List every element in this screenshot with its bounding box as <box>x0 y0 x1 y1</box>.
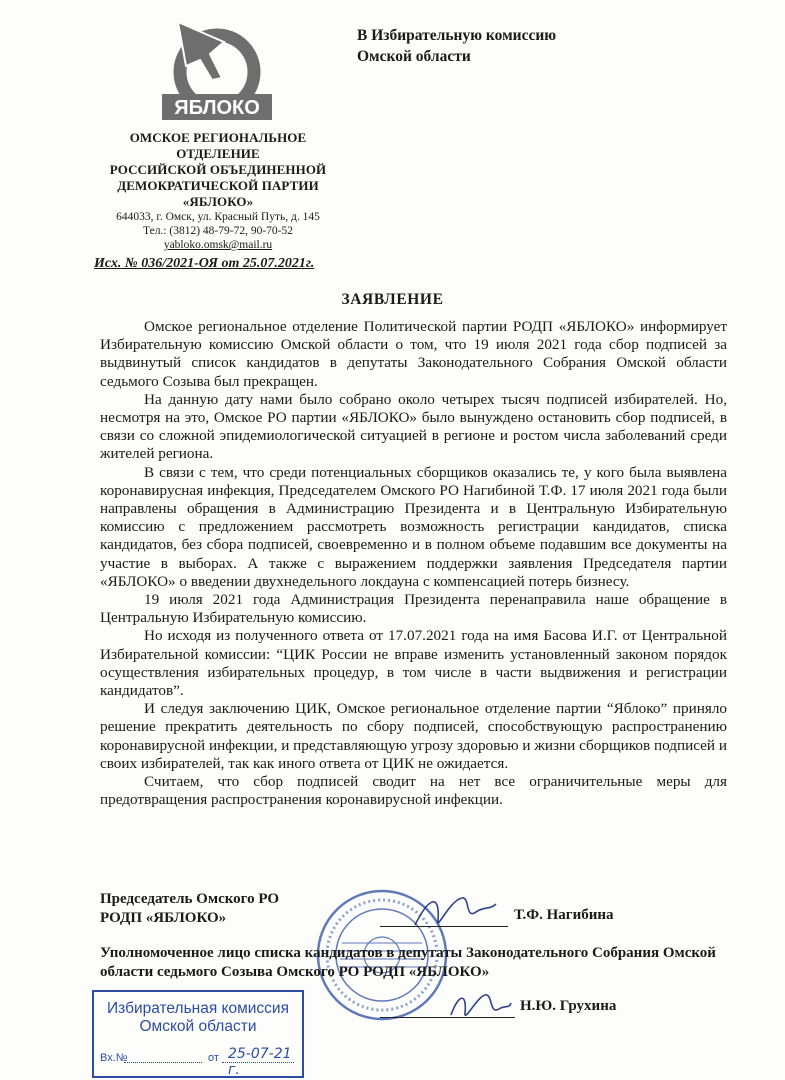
signature-scribble <box>445 985 515 1025</box>
chairman-line1: Председатель Омского РО <box>100 891 280 907</box>
stamp-date-label: от <box>208 1052 219 1064</box>
paragraph: 19 июля 2021 года Администрация Президента перенаправила наше обращение в Центральную Избирательную комиссию. <box>100 591 727 627</box>
paragraph: Но исходя из полученного ответа от 17.07.2021 года на имя Басова И.Г. от Центральной Избирательной комиссии: “ЦИК России не вправе изменить установленный законом порядок осуществления избирательных процедур, в том числе в части выдвижения и регистрации кандидатов”. <box>100 627 727 700</box>
yabloko-logo <box>162 20 272 130</box>
org-line: ДЕМОКРАТИЧЕСКОЙ ПАРТИИ <box>117 178 319 193</box>
org-line: РОССИЙСКОЙ ОБЪЕДИНЕННОЙ <box>109 162 327 177</box>
chairman-line2: РОДП «ЯБЛОКО» <box>100 910 227 926</box>
recipient-block <box>357 25 556 67</box>
document-title: ЗАЯВЛЕНИЕ <box>341 291 444 308</box>
org-line: «ЯБЛОКО» <box>182 194 254 209</box>
org-line: ОТДЕЛЕНИЕ <box>176 146 260 161</box>
logo-text: ЯБЛОКО <box>174 97 260 119</box>
incoming-registration-stamp <box>92 990 304 1078</box>
recipient-line1: В Избирательную комиссию <box>357 27 557 44</box>
stamp-line2: Омской области <box>139 1018 257 1035</box>
paragraph: На данную дату нами было собрано около четырех тысяч подписей избирателей. Но, несмотря на это, Омское РО партии «ЯБЛОКО» было вынуждено остановить сбор подписей, в связи со сложной эпидемиологической ситуацией в регионе и ростом числа заболеваний среди жителей региона. <box>100 390 727 463</box>
signature-scribble <box>410 890 500 935</box>
paragraph: В связи с тем, что среди потенциальных сборщиков оказались те, у кого была выявлена коронавирусная инфекция, Председателем Омского РО Нагибиной Т.Ф. 17 июля 2021 года были направлены обращения в Администрацию Президента и в Центральную Избирательную комиссию с предложением рассмотреть возможность регистрации кандидатов, списка кандидатов, без сбора подписей, своевременно и в полном объеме подавшим все документы на участие в выборах. А также с выражением поддержки заявления Председателя партии «ЯБЛОКО» о введении двухнедельного локдауна с компенсацией потерь бизнесу. <box>100 463 727 590</box>
stamp-incoming-no-label: Вх.№ <box>100 1052 128 1064</box>
statement-body <box>100 318 727 809</box>
paragraph: Считаем, что сбор подписей сводит на нет все ограничительные меры для предотвращения распространения коронавирусной инфекции. <box>100 773 727 809</box>
chairman-name: Т.Ф. Нагибина <box>514 907 614 923</box>
stamp-handwritten-date: 25-07-21 г. <box>228 1046 292 1078</box>
outgoing-number: Исх. № 036/2021-ОЯ от 25.07.2021г. <box>94 256 315 271</box>
paragraph: Омское региональное отделение Политической партии РОДП «ЯБЛОКО» информирует Избирательную комиссию Омской области о том, что 19 июля 2021 года сбор подписей за выдвинутый список кандидатов в депутаты Законодательного Собрания Омской области седьмого Созыва был прекращен. <box>100 318 727 390</box>
recipient-line2: Омской области <box>357 48 471 65</box>
authorized-person-text: Уполномоченное лицо списка кандидатов в депутаты Законодательного Собрания Омской области седьмого Созыва Омского РО РОДП «ЯБЛОКО» <box>100 945 716 980</box>
authorized-person-name: Н.Ю. Грухина <box>520 998 617 1014</box>
paragraph: И следуя заключению ЦИК, Омское региональное отделение партии “Яблоко” приняло решение прекратить деятельность по сбору подписей, способствующую распространению коронавирусной инфекции, и представляющую угрозу здоровью и жизни сборщиков подписей и своих избирателей, так как иного ответа от ЦИК не ожидается. <box>100 700 727 772</box>
org-contacts <box>92 210 344 252</box>
organization-name <box>92 130 344 210</box>
org-line: ОМСКОЕ РЕГИОНАЛЬНОЕ <box>129 130 307 145</box>
org-phone: Тел.: (3812) 48-79-72, 90-70-52 <box>143 225 293 237</box>
org-address: 644033, г. Омск, ул. Красный Путь, д. 145 <box>116 211 320 223</box>
stamp-dotted-line <box>124 1062 202 1063</box>
stamp-line1: Избирательная комиссия <box>107 1000 289 1017</box>
org-email: yabloko.omsk@mail.ru <box>163 239 273 251</box>
chairman-title <box>100 890 279 928</box>
